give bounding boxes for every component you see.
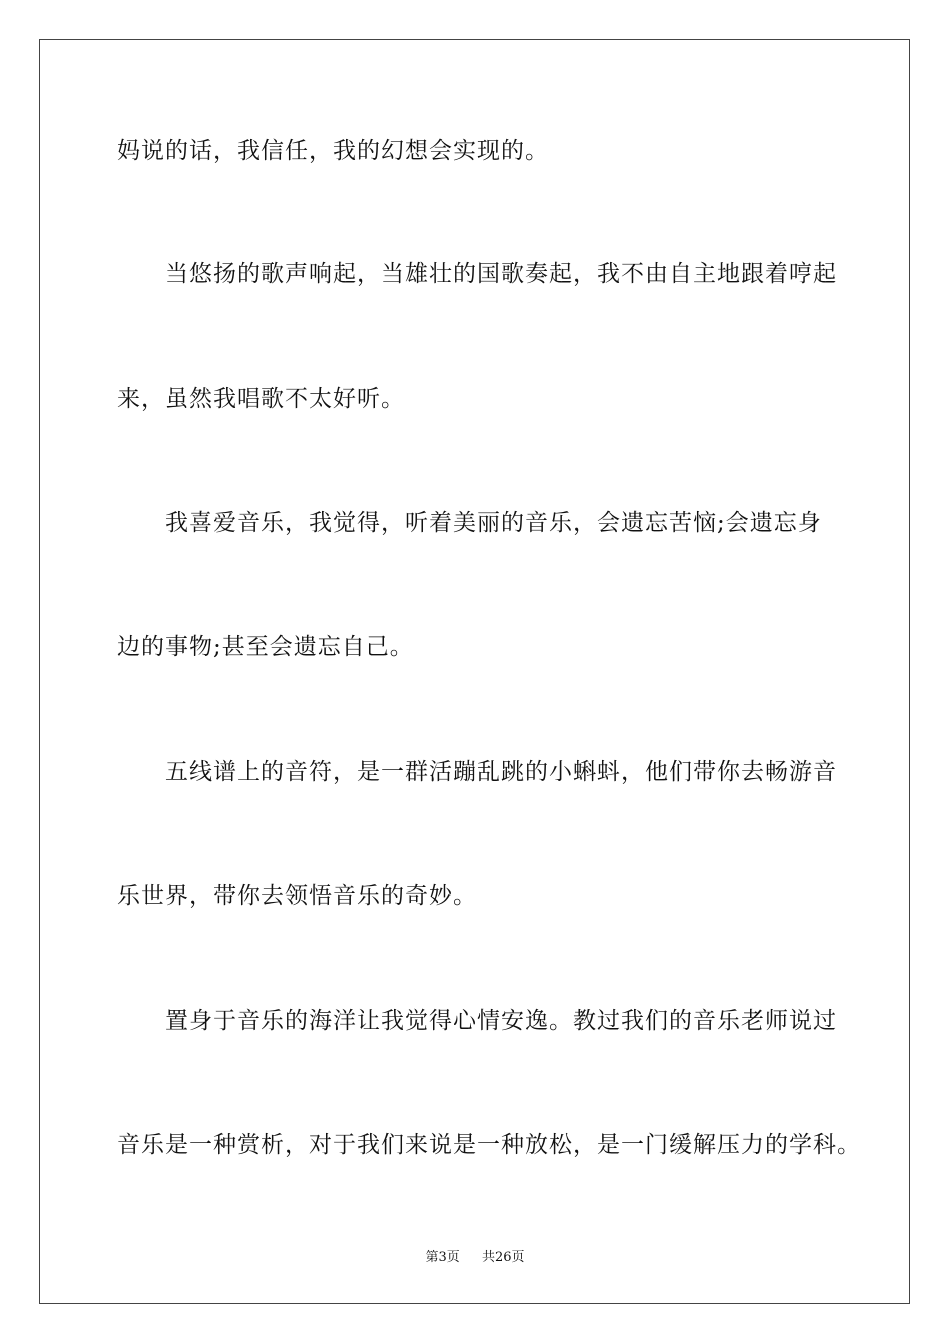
- text-line-6: 五线谱上的音符，是一群活蹦乱跳的小蝌蚪，他们带你去畅游音: [165, 759, 837, 785]
- text-line-3: 来，虽然我唱歌不太好听。: [117, 386, 405, 412]
- text-line-1: 妈说的话，我信任，我的幻想会实现的。: [117, 138, 549, 164]
- text-line-5: 边的事物;甚至会遗忘自己。: [117, 634, 414, 660]
- text-line-4: 我喜爱音乐，我觉得，听着美丽的音乐，会遗忘苦恼;会遗忘身: [165, 510, 822, 536]
- page-frame: [39, 39, 910, 1304]
- text-line-2: 当悠扬的歌声响起，当雄壮的国歌奏起，我不由自主地跟着哼起: [165, 261, 837, 287]
- page-number: 第3页: [425, 1250, 460, 1265]
- total-pages: 共26页: [482, 1250, 525, 1265]
- page-footer: [0, 1246, 950, 1265]
- text-line-7: 乐世界，带你去领悟音乐的奇妙。: [117, 883, 477, 909]
- text-line-8: 置身于音乐的海洋让我觉得心情安逸。教过我们的音乐老师说过: [165, 1008, 837, 1034]
- text-line-9: 音乐是一种赏析，对于我们来说是一种放松，是一门缓解压力的学科。: [117, 1132, 861, 1158]
